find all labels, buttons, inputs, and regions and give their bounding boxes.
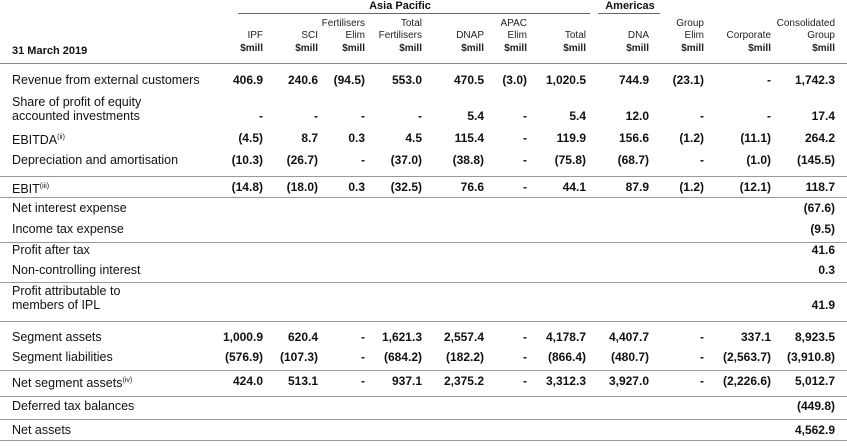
row-label [12, 73, 200, 87]
table-cell: (26.7) [286, 153, 318, 167]
row-label [12, 330, 102, 344]
row-label-text: Income tax expense [12, 222, 124, 236]
table-cell: (449.8) [796, 399, 835, 413]
column-header-unit: $mill [563, 43, 586, 54]
table-cell: 744.9 [618, 73, 649, 87]
table-cell: (2,563.7) [722, 350, 771, 364]
column-header-line2: IPF [247, 30, 263, 41]
column-header-line1: Group [676, 18, 704, 29]
row-label [12, 263, 141, 277]
table-cell: (9.5) [810, 222, 835, 236]
row-label [12, 153, 178, 167]
row-label [12, 350, 113, 364]
row-label-text: Net interest expense [12, 201, 127, 215]
table-cell: 118.7 [805, 180, 835, 194]
table-cell: (107.3) [279, 350, 318, 364]
table-cell: - [361, 374, 365, 388]
column-header-unit: $mill [681, 43, 704, 54]
table-cell: 513.1 [287, 374, 318, 388]
table-cell: 1,000.9 [222, 330, 263, 344]
table-cell: 3,312.3 [545, 374, 586, 388]
row-label-text-line2: accounted investments [12, 109, 140, 123]
column-header-line2: SCI [301, 30, 318, 41]
table-cell: (3,910.8) [786, 350, 835, 364]
table-cell: 119.9 [556, 131, 586, 145]
table-cell: (2,226.6) [722, 374, 771, 388]
table-cell: (38.8) [452, 153, 484, 167]
column-header-line2: Corporate [726, 30, 771, 41]
column-header-unit: $mill [748, 43, 771, 54]
rule-before-profit-attributable [0, 282, 847, 283]
row-label [12, 180, 49, 196]
table-cell: - [523, 180, 527, 194]
table-cell: (11.1) [740, 131, 771, 145]
column-header-line1: Total [400, 18, 422, 29]
column-header-line2: Elim [345, 30, 365, 41]
table-cell: (32.5) [390, 180, 422, 194]
table-cell: (145.5) [796, 153, 835, 167]
table-cell: (684.2) [383, 350, 422, 364]
table-cell: - [767, 73, 771, 87]
row-label [12, 374, 132, 390]
table-cell: 41.6 [811, 243, 835, 257]
column-header-unit: $mill [295, 43, 318, 54]
table-cell: 8.7 [301, 131, 318, 145]
footnote-marker: (iii) [39, 183, 50, 190]
row-label-text: Depreciation and amortisation [12, 153, 179, 167]
table-cell: - [523, 153, 527, 167]
row-label-text-line2: members of IPL [12, 298, 101, 312]
table-cell: 937.1 [391, 374, 422, 388]
table-cell: (182.2) [445, 350, 484, 364]
table-cell: 0.3 [348, 131, 365, 145]
row-label [12, 222, 124, 236]
table-cell: (18.0) [286, 180, 318, 194]
column-header-line1: Fertilisers [321, 18, 365, 29]
column-header-line2: Fertilisers [378, 30, 422, 41]
column-header-line2: Elim [507, 30, 527, 41]
table-cell: - [700, 153, 704, 167]
table-cell: - [523, 109, 527, 123]
table-cell: 0.3 [818, 263, 835, 277]
table-cell: (3.0) [502, 73, 527, 87]
americas-underline [598, 13, 660, 14]
table-cell: 240.6 [287, 73, 318, 87]
rule-bottom [0, 440, 847, 441]
table-cell: 76.6 [460, 180, 484, 194]
table-cell: - [418, 109, 422, 123]
table-cell: - [700, 350, 704, 364]
asia-pacific-underline [238, 13, 590, 14]
footnote-marker: (iv) [122, 377, 133, 384]
column-header-unit: $mill [504, 43, 527, 54]
table-cell: (94.5) [333, 73, 365, 87]
table-cell: 1,742.3 [794, 73, 835, 87]
table-cell: 264.2 [804, 131, 835, 145]
group-americas: Americas [605, 0, 655, 12]
table-cell: 553.0 [391, 73, 422, 87]
row-label-text: Segment assets [12, 330, 102, 344]
column-header-line2: DNA [627, 30, 649, 41]
table-cell: - [523, 350, 527, 364]
table-cell: - [523, 330, 527, 344]
table-cell: 5,012.7 [794, 374, 835, 388]
table-cell: - [361, 350, 365, 364]
row-label-text: Segment liabilities [12, 350, 113, 364]
table-cell: (576.9) [224, 350, 263, 364]
row-label-text: Non-controlling interest [12, 263, 141, 277]
row-label-text: Net segment assets [12, 376, 123, 391]
table-cell: - [767, 109, 771, 123]
column-header-unit: $mill [240, 43, 263, 54]
table-cell: - [700, 374, 704, 388]
table-cell: - [700, 109, 704, 123]
table-cell: 4.5 [405, 131, 422, 145]
row-label [12, 95, 141, 123]
row-label [12, 131, 65, 147]
table-cell: 87.9 [625, 180, 649, 194]
table-cell: (1.2) [679, 131, 704, 145]
row-label [12, 399, 134, 413]
table-cell: 5.4 [569, 109, 586, 123]
table-cell: (1.0) [746, 153, 771, 167]
table-cell: 44.1 [562, 180, 586, 194]
row-label-text: Deferred tax balances [12, 399, 135, 413]
row-label-text: Profit attributable to [12, 284, 121, 298]
column-header-line2: Group [807, 30, 835, 41]
table-cell: (4.5) [238, 131, 263, 145]
table-cell: 3,927.0 [608, 374, 649, 388]
row-label [12, 243, 90, 257]
table-cell: 8,923.5 [794, 330, 835, 344]
row-label-text: Share of profit of equity [12, 95, 142, 109]
table-cell: (67.6) [803, 201, 835, 215]
column-header-line2: Elim [684, 30, 704, 41]
column-header-unit: $mill [399, 43, 422, 54]
row-label-text: EBITDA [12, 133, 58, 148]
column-header-unit: $mill [461, 43, 484, 54]
table-cell: 4,562.9 [794, 423, 835, 437]
table-cell: - [361, 153, 365, 167]
column-header-line1: Consolidated [776, 18, 835, 29]
row-label-text: Profit after tax [12, 243, 90, 257]
table-cell: (75.8) [554, 153, 586, 167]
column-header-line2: Total [564, 30, 586, 41]
rule-before-net-assets [0, 419, 847, 420]
column-header-line2: DNAP [456, 30, 484, 41]
rule-after-ebit [0, 197, 847, 198]
table-cell: - [361, 109, 365, 123]
table-cell: 156.6 [618, 131, 649, 145]
table-cell: 12.0 [625, 109, 649, 123]
table-cell: (68.7) [617, 153, 649, 167]
column-header-unit: $mill [812, 43, 835, 54]
table-cell: (1.2) [679, 180, 704, 194]
table-cell: - [523, 374, 527, 388]
table-cell: 620.4 [287, 330, 318, 344]
column-header-unit: $mill [342, 43, 365, 54]
table-cell: 115.4 [454, 131, 484, 145]
row-label-text: Net assets [12, 423, 72, 437]
row-label-text: EBIT [12, 182, 40, 197]
table-cell: (37.0) [390, 153, 422, 167]
table-cell: 4,407.7 [608, 330, 649, 344]
table-cell: 5.4 [467, 109, 484, 123]
table-cell: 1,020.5 [545, 73, 586, 87]
rule-before-profit-after-tax [0, 242, 847, 243]
row-label [12, 284, 120, 312]
rule-before-ebit [0, 176, 847, 177]
table-cell: 2,557.4 [443, 330, 484, 344]
table-cell: 424.0 [232, 374, 263, 388]
header-rule [0, 63, 847, 64]
table-cell: 406.9 [232, 73, 263, 87]
table-cell: (10.3) [231, 153, 263, 167]
group-asia-pacific: Asia Pacific [369, 0, 431, 12]
table-cell: (866.4) [547, 350, 586, 364]
row-label [12, 201, 127, 215]
row-label-text: Revenue from external customers [12, 73, 200, 87]
column-header-unit: $mill [626, 43, 649, 54]
rule-before-net-segment-assets [0, 370, 847, 371]
column-header-line1: APAC [500, 18, 527, 29]
table-cell: 17.4 [811, 109, 835, 123]
table-cell: - [361, 330, 365, 344]
table-cell: (14.8) [231, 180, 263, 194]
table-cell: 41.9 [811, 298, 835, 312]
table-cell: - [314, 109, 318, 123]
table-cell: 0.3 [348, 180, 365, 194]
table-cell: 1,621.3 [381, 330, 422, 344]
row-label [12, 423, 71, 437]
date-label: 31 March 2019 [12, 45, 88, 57]
table-cell: - [700, 330, 704, 344]
rule-before-segment-assets [0, 321, 847, 322]
table-cell: - [523, 131, 527, 145]
table-cell: 2,375.2 [443, 374, 484, 388]
table-cell: 470.5 [453, 73, 484, 87]
footnote-marker: (ii) [57, 134, 65, 141]
table-cell: - [259, 109, 263, 123]
table-cell: (23.1) [672, 73, 704, 87]
table-cell: (12.1) [739, 180, 771, 194]
table-cell: 4,178.7 [545, 330, 586, 344]
rule-before-deferred-tax [0, 396, 847, 397]
table-cell: (480.7) [610, 350, 649, 364]
table-cell: 337.1 [740, 330, 771, 344]
